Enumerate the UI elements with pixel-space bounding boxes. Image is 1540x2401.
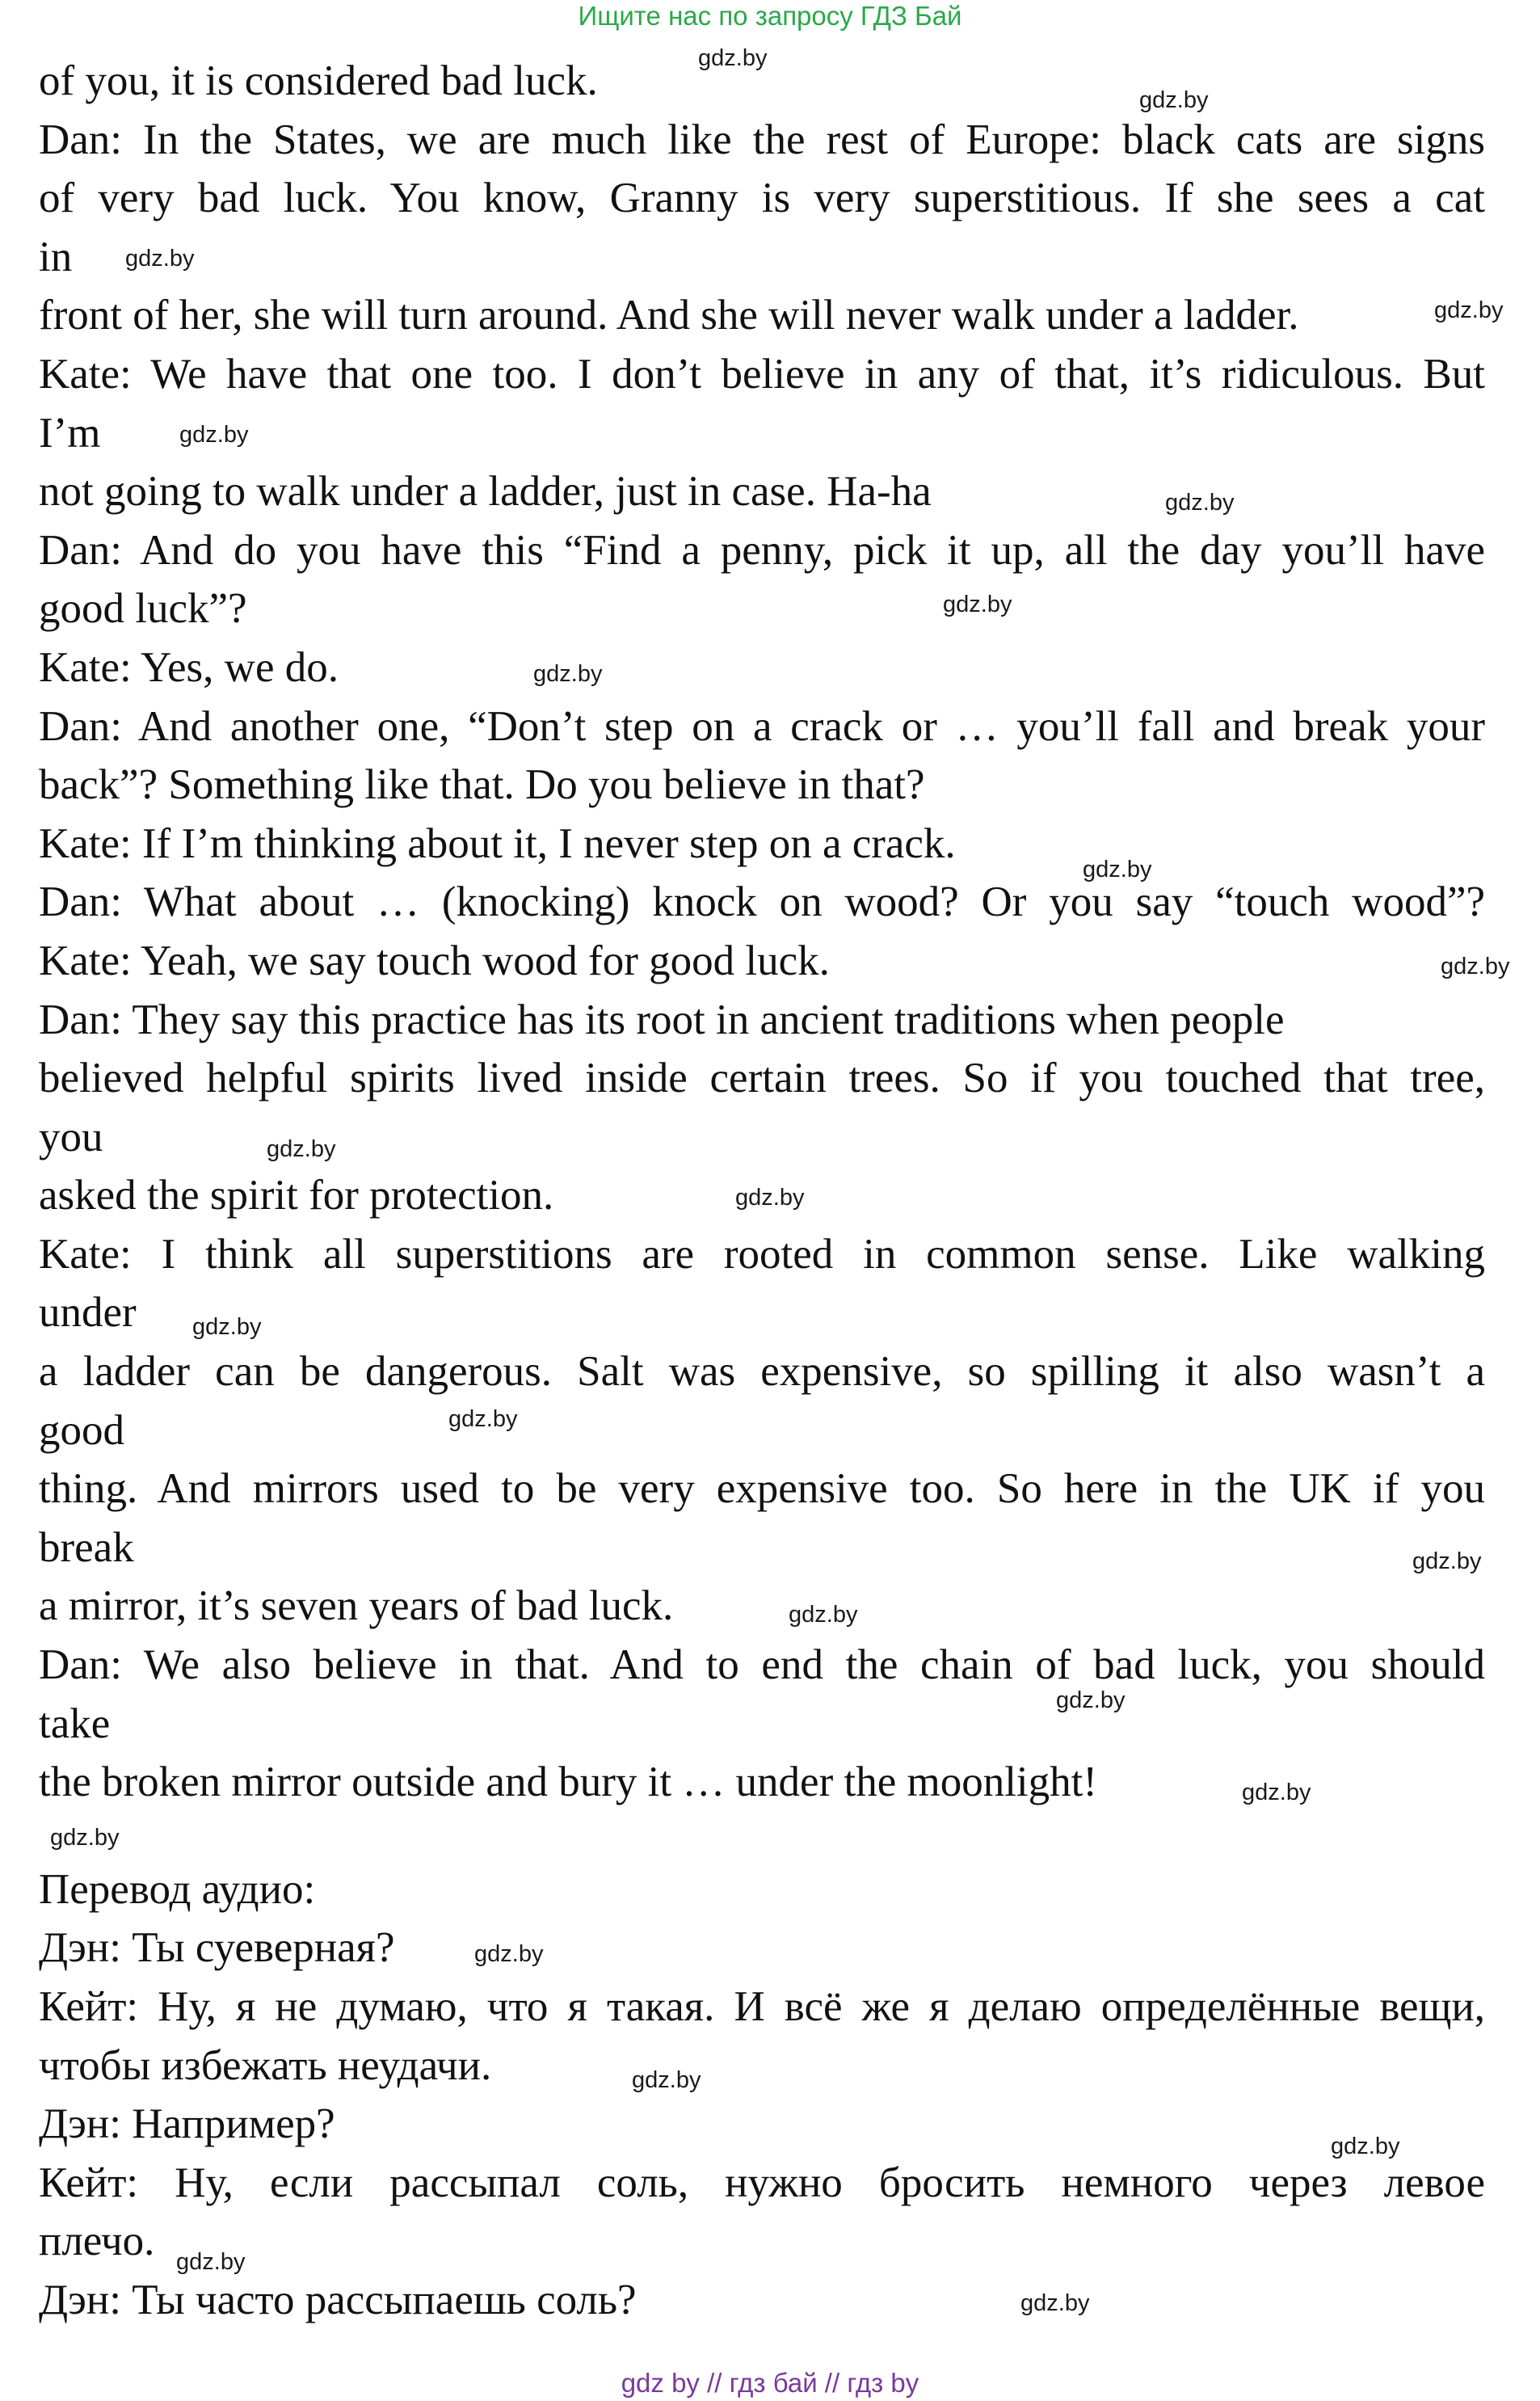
watermark: gdz.by: [1434, 297, 1504, 323]
text-line: back”? Something like that. Do you believe in that?: [39, 761, 925, 809]
text-line: Дэн: Например?: [39, 2100, 335, 2148]
text-line: thing. And mirrors used to be very expensive too. So here in the UK if you: [39, 1465, 1485, 1513]
text-line: believed helpful spirits lived inside certain trees. So if you touched that tree,: [39, 1055, 1485, 1102]
watermark: gdz.by: [735, 1185, 805, 1211]
text-line: Dan: They say this practice has its root in ancient traditions when people: [39, 996, 1285, 1043]
watermark: gdz.by: [943, 592, 1012, 617]
text-line: плечо.: [39, 2218, 155, 2265]
text-line: take: [39, 1700, 111, 1747]
text-line: in: [39, 233, 73, 280]
text-line: Dan: In the States, we are much like the rest of Europe: black cats are signs: [39, 116, 1485, 163]
text-line: the broken mirror outside and bury it … under the moonlight!: [39, 1759, 1098, 1806]
text-line: Дэн: Ты часто рассыпаешь соль?: [39, 2276, 637, 2323]
watermark: gdz.by: [474, 1941, 544, 1967]
watermark: gdz.by: [192, 1314, 262, 1340]
text-line: of you, it is considered bad luck.: [39, 57, 598, 104]
text-line: under: [39, 1289, 137, 1337]
text-line: чтобы избежать неудачи.: [39, 2041, 492, 2089]
text-line: Kate: If I’m thinking about it, I never step on a crack.: [39, 819, 956, 867]
watermark: gdz.by: [176, 2249, 246, 2275]
page-header: Ищите нас по запросу ГДЗ Бай: [578, 1, 962, 31]
watermark: gdz.by: [1331, 2134, 1400, 2159]
text-line: Kate: I think all superstitions are rooted in common sense. Like walking: [39, 1230, 1485, 1278]
text-line: Kate: We have that one too. I don’t believe in any of that, it’s ridiculous. But: [39, 350, 1485, 398]
text-line: break: [39, 1523, 134, 1571]
watermark: gdz.by: [1441, 954, 1510, 979]
text-line: Дэн: Ты суеверная?: [39, 1924, 395, 1972]
text-line: Dan: And another one, “Don’t step on a crack or … you’ll fall and break your: [39, 702, 1485, 750]
watermark: gdz.by: [50, 1825, 120, 1851]
watermark: gdz.by: [632, 2067, 701, 2093]
watermark: gdz.by: [789, 1602, 858, 1628]
text-line: a ladder can be dangerous. Salt was expensive, so spilling it also wasn’t a: [39, 1348, 1485, 1396]
text-line: Dan: We also believe in that. And to end the chain of bad luck, you should: [39, 1641, 1485, 1689]
text-line: I’m: [39, 409, 101, 457]
watermark: gdz.by: [698, 45, 768, 71]
text-line: not going to walk under a ladder, just in case. Ha-ha: [39, 468, 932, 516]
text-line: you: [39, 1113, 103, 1160]
watermark: gdz.by: [1242, 1780, 1311, 1805]
watermark: gdz.by: [448, 1406, 518, 1432]
text-line: of very bad luck. You know, Granny is very superstitious. If she sees a cat: [39, 175, 1485, 222]
text-line: asked the spirit for protection.: [39, 1172, 554, 1219]
text-line: Dan: What about … (knocking) knock on wood? Or you say “touch wood”?: [39, 878, 1485, 926]
text-line: Кейт: Ну, я не думаю, что я такая. И всё же я делаю определённые вещи,: [39, 1983, 1485, 2030]
watermark: gdz.by: [533, 661, 603, 687]
watermark: gdz.by: [1139, 87, 1209, 113]
watermark: gdz.by: [267, 1136, 336, 1162]
paragraph-gap: [39, 1812, 1485, 1860]
watermark: gdz.by: [1083, 857, 1152, 882]
text-line: Dan: And do you have this “Find a penny, pick it up, all the day you’ll have: [39, 526, 1485, 574]
text-line: Kate: Yes, we do.: [39, 643, 339, 691]
text-line: a mirror, it’s seven years of bad luck.: [39, 1582, 674, 1630]
watermark: gdz.by: [1412, 1548, 1482, 1574]
translation-heading: Перевод аудио:: [39, 1865, 316, 1913]
watermark: gdz.by: [1056, 1687, 1126, 1713]
text-line: front of her, she will turn around. And she will never walk under a ladder.: [39, 292, 1299, 339]
watermark: gdz.by: [1165, 490, 1235, 516]
page-footer: gdz by // гдз бай // гдз by: [621, 2368, 919, 2398]
watermark: gdz.by: [1020, 2290, 1090, 2316]
watermark: gdz.by: [179, 422, 249, 448]
watermark: gdz.by: [125, 246, 195, 272]
text-line: good: [39, 1406, 124, 1454]
text-line: Kate: Yeah, we say touch wood for good luck.: [39, 937, 830, 984]
text-line: Кейт: Ну, если рассыпал соль, нужно бросить немного через левое: [39, 2159, 1485, 2206]
text-line: good luck”?: [39, 585, 247, 633]
